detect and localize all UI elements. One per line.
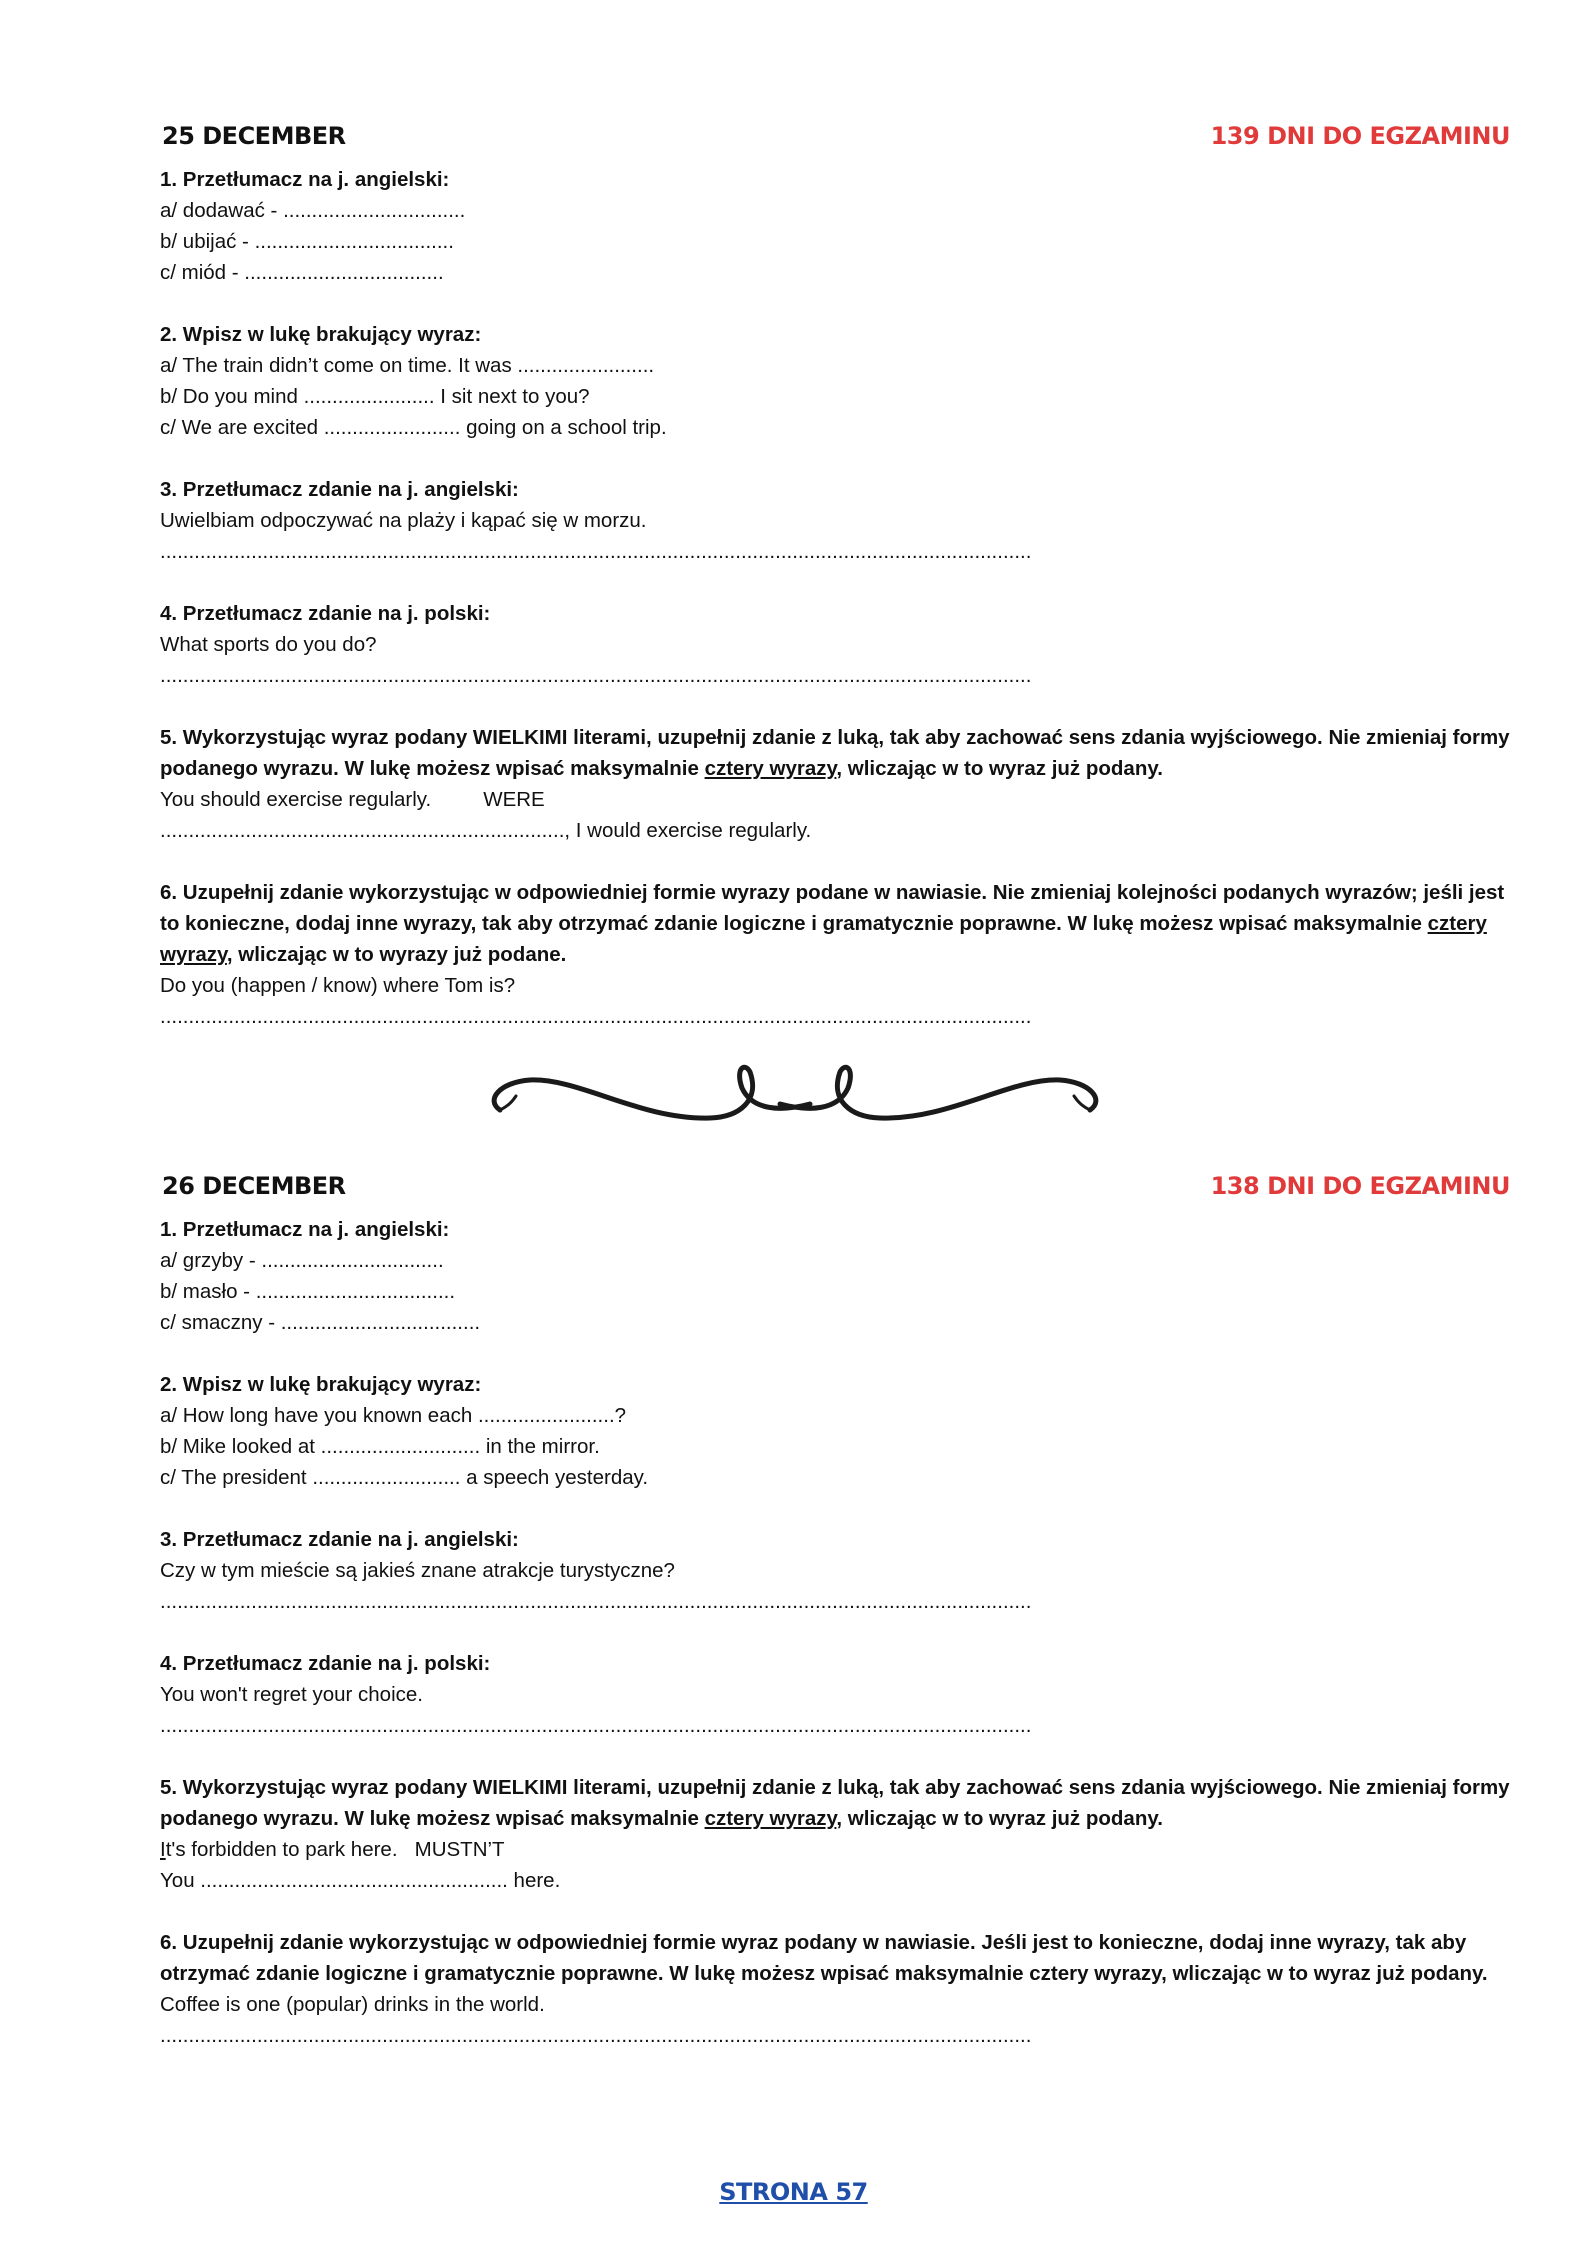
task-title: 3. Przetłumacz zdanie na j. angielski: xyxy=(160,1528,519,1551)
task-item: c/ We are excited ........................ going on a school trip. xyxy=(160,416,667,439)
task-1 xyxy=(160,164,1510,288)
day-section-26-december xyxy=(160,1172,1510,2051)
task-title: 5. Wykorzystując wyraz podany WIELKIMI literami, uzupełnij zdanie z luką, tak aby zachować sens zdania wyjściowego. Nie zmieniaj formy podanego wyrazu. W lukę możesz wpisać maksymalnie cztery wyrazy, wliczając w to wyraz już podany. xyxy=(160,1776,1510,1830)
task-item: a/ How long have you known each ........................? xyxy=(160,1404,627,1427)
task-3 xyxy=(160,474,1510,567)
task-item: b/ Do you mind ....................... I sit next to you? xyxy=(160,385,590,408)
answer-line[interactable]: ......................................................................., I would exercise regularly. xyxy=(160,819,812,842)
answer-line[interactable]: ......................................................................................................................................................... xyxy=(160,1714,1032,1737)
task-title: 1. Przetłumacz na j. angielski: xyxy=(160,1218,450,1241)
keyword: MUSTN’T xyxy=(414,1838,505,1861)
task-title: 6. Uzupełnij zdanie wykorzystując w odpowiedniej formie wyrazy podane w nawiasie. Nie zmieniaj kolejności podanych wyrazów; jeśli jest to konieczne, dodaj inne wyrazy, tak aby otrzymać zdanie logiczne i gramatycznie poprawne. W lukę możesz wpisać maksymalnie cztery wyrazy, wliczając w to wyrazy już podane. xyxy=(160,881,1505,966)
answer-line[interactable]: ......................................................................................................................................................... xyxy=(160,2024,1032,2047)
task-sentence: You won't regret your choice. xyxy=(160,1683,423,1706)
answer-line[interactable]: ......................................................................................................................................................... xyxy=(160,1005,1032,1028)
task-sentence: Coffee is one (popular) drinks in the world. xyxy=(160,1993,545,2016)
task-6 xyxy=(160,877,1510,1032)
page-number-link[interactable]: STRONA 57 xyxy=(719,2178,868,2206)
task-sentence: Uwielbiam odpoczywać na plaży i kąpać się w morzu. xyxy=(160,509,647,532)
keyword: WERE xyxy=(483,788,545,811)
task-title: 1. Przetłumacz na j. angielski: xyxy=(160,168,450,191)
task-title: 5. Wykorzystując wyraz podany WIELKIMI literami, uzupełnij zdanie z luką, tak aby zachować sens zdania wyjściowego. Nie zmieniaj formy podanego wyrazu. W lukę możesz wpisać maksymalnie cztery wyrazy, wliczając w to wyraz już podany. xyxy=(160,726,1510,780)
flourish-divider-icon xyxy=(470,1060,1120,1130)
task-sentence: What sports do you do? xyxy=(160,633,377,656)
task-title: 4. Przetłumacz zdanie na j. polski: xyxy=(160,602,491,625)
task-5 xyxy=(160,722,1510,846)
task-item: c/ smaczny - ................................... xyxy=(160,1311,481,1334)
task-6 xyxy=(160,1927,1510,2051)
answer-line[interactable]: ......................................................................................................................................................... xyxy=(160,540,1032,563)
task-item: b/ masło - ................................... xyxy=(160,1280,456,1303)
task-sentence: Czy w tym mieście są jakieś znane atrakcje turystyczne? xyxy=(160,1559,675,1582)
day-header xyxy=(160,1172,1510,1212)
exam-countdown: 138 DNI DO EGZAMINU xyxy=(1210,1172,1510,1200)
task-item: a/ grzyby - ................................ xyxy=(160,1249,444,1272)
task-title: 3. Przetłumacz zdanie na j. angielski: xyxy=(160,478,519,501)
task-item: b/ Mike looked at ............................ in the mirror. xyxy=(160,1435,600,1458)
answer-line[interactable]: ......................................................................................................................................................... xyxy=(160,1590,1032,1613)
task-item: b/ ubijać - ................................... xyxy=(160,230,454,253)
task-title: 4. Przetłumacz zdanie na j. polski: xyxy=(160,1652,491,1675)
task-sentence: It's forbidden to park here. MUSTN’T xyxy=(160,1838,505,1861)
underlined-phrase: cztery wyrazy xyxy=(704,1807,837,1830)
task-2 xyxy=(160,1369,1510,1493)
task-3 xyxy=(160,1524,1510,1617)
day-date: 25 DECEMBER xyxy=(162,122,346,150)
task-title: 2. Wpisz w lukę brakujący wyraz: xyxy=(160,1373,482,1396)
task-sentence: You should exercise regularly. WERE xyxy=(160,788,545,811)
day-date: 26 DECEMBER xyxy=(162,1172,346,1200)
task-title: 6. Uzupełnij zdanie wykorzystując w odpowiedniej formie wyraz podany w nawiasie. Jeśli jest to konieczne, dodaj inne wyrazy, tak aby otrzymać zdanie logiczne i gramatycznie poprawne. W lukę możesz wpisać maksymalnie cztery wyrazy, wliczając w to wyraz już podany. xyxy=(160,1931,1488,1985)
exam-countdown: 139 DNI DO EGZAMINU xyxy=(1210,122,1510,150)
task-4 xyxy=(160,1648,1510,1741)
task-2 xyxy=(160,319,1510,443)
underlined-phrase: cztery wyrazy xyxy=(160,912,1487,966)
day-header xyxy=(160,122,1510,162)
task-5 xyxy=(160,1772,1510,1896)
task-item: a/ The train didn’t come on time. It was ........................ xyxy=(160,354,655,377)
task-4 xyxy=(160,598,1510,691)
task-item: c/ The president .......................... a speech yesterday. xyxy=(160,1466,649,1489)
page-footer xyxy=(0,2178,1587,2206)
task-item: a/ dodawać - ................................ xyxy=(160,199,466,222)
answer-line[interactable]: You ...................................................... here. xyxy=(160,1869,561,1892)
task-item: c/ miód - ................................... xyxy=(160,261,444,284)
underlined-phrase: cztery wyrazy xyxy=(704,757,837,780)
answer-line[interactable]: ......................................................................................................................................................... xyxy=(160,664,1032,687)
task-sentence: Do you (happen / know) where Tom is? xyxy=(160,974,516,997)
task-1 xyxy=(160,1214,1510,1338)
day-section-25-december xyxy=(160,122,1510,1032)
task-title: 2. Wpisz w lukę brakujący wyraz: xyxy=(160,323,482,346)
